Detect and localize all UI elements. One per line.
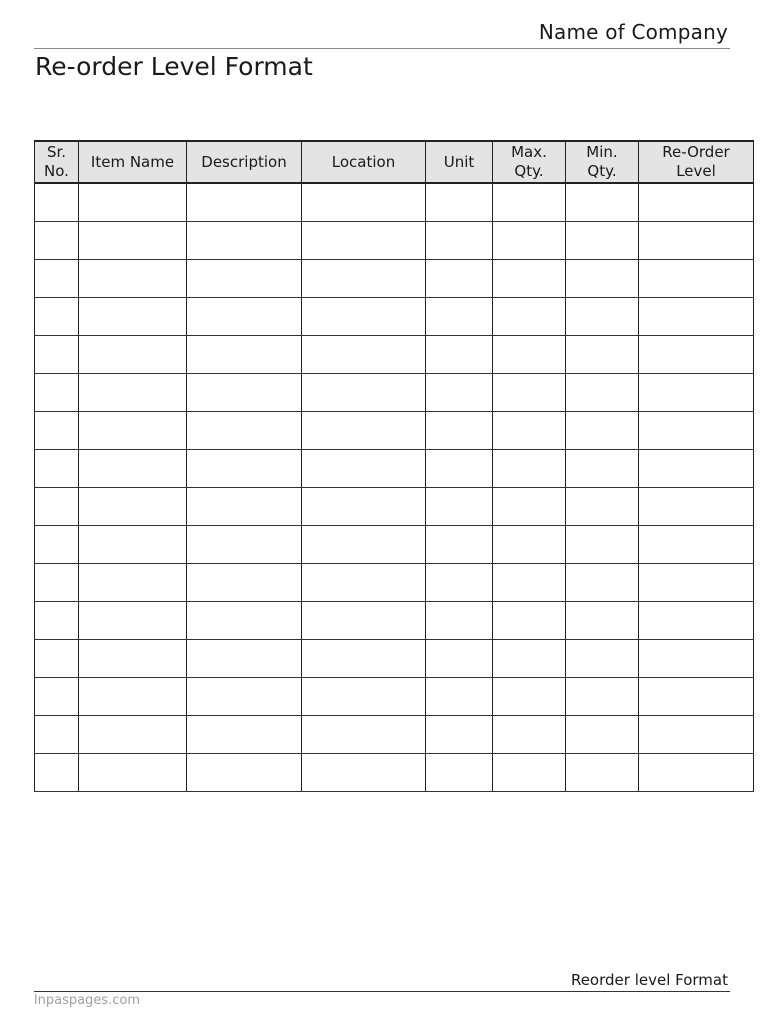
cell-item-name[interactable]: [79, 374, 187, 412]
cell-unit[interactable]: [426, 602, 493, 640]
cell-sr-no[interactable]: [35, 602, 79, 640]
cell-item-name[interactable]: [79, 298, 187, 336]
header-max-qty-line1: Max.: [511, 143, 547, 161]
cell-min-qty[interactable]: [566, 450, 639, 488]
cell-description[interactable]: [187, 678, 302, 716]
cell-description[interactable]: [187, 183, 302, 222]
cell-reorder-level[interactable]: [639, 640, 754, 678]
cell-description[interactable]: [187, 754, 302, 792]
cell-location[interactable]: [302, 488, 426, 526]
cell-max-qty[interactable]: [493, 526, 566, 564]
table-row: [35, 450, 754, 488]
cell-sr-no[interactable]: [35, 526, 79, 564]
header-unit: [426, 141, 493, 183]
cell-description[interactable]: [187, 374, 302, 412]
cell-reorder-level[interactable]: [639, 754, 754, 792]
cell-min-qty[interactable]: [566, 564, 639, 602]
cell-item-name[interactable]: [79, 564, 187, 602]
cell-sr-no[interactable]: [35, 488, 79, 526]
cell-max-qty[interactable]: [493, 374, 566, 412]
cell-max-qty[interactable]: [493, 602, 566, 640]
cell-reorder-level[interactable]: [639, 488, 754, 526]
cell-item-name[interactable]: [79, 640, 187, 678]
header-min-qty-line2: Qty.: [587, 162, 617, 180]
cell-unit[interactable]: [426, 336, 493, 374]
table-row: [35, 602, 754, 640]
cell-location[interactable]: [302, 526, 426, 564]
cell-max-qty[interactable]: [493, 336, 566, 374]
cell-location[interactable]: [302, 716, 426, 754]
cell-reorder-level[interactable]: [639, 450, 754, 488]
cell-min-qty[interactable]: [566, 412, 639, 450]
header-reorder-level-line2: Level: [676, 162, 716, 180]
cell-description[interactable]: [187, 298, 302, 336]
cell-reorder-level[interactable]: [639, 564, 754, 602]
cell-reorder-level[interactable]: [639, 374, 754, 412]
table-body: [35, 183, 754, 792]
cell-max-qty[interactable]: [493, 183, 566, 222]
cell-item-name[interactable]: [79, 450, 187, 488]
cell-sr-no[interactable]: [35, 222, 79, 260]
cell-max-qty[interactable]: [493, 754, 566, 792]
cell-max-qty[interactable]: [493, 222, 566, 260]
cell-unit[interactable]: [426, 678, 493, 716]
cell-location[interactable]: [302, 222, 426, 260]
cell-location[interactable]: [302, 754, 426, 792]
cell-description[interactable]: [187, 602, 302, 640]
cell-max-qty[interactable]: [493, 450, 566, 488]
cell-min-qty[interactable]: [566, 526, 639, 564]
cell-sr-no[interactable]: [35, 450, 79, 488]
header-item-name-label: Item Name: [90, 152, 175, 171]
table-header-row: [35, 141, 754, 183]
cell-reorder-level[interactable]: [639, 602, 754, 640]
header-max-qty: [493, 141, 566, 183]
cell-unit[interactable]: [426, 412, 493, 450]
cell-description[interactable]: [187, 260, 302, 298]
cell-max-qty[interactable]: [493, 716, 566, 754]
header-min-qty-line1: Min.: [586, 143, 618, 161]
header-min-qty: [566, 141, 639, 183]
cell-sr-no[interactable]: [35, 716, 79, 754]
cell-min-qty[interactable]: [566, 678, 639, 716]
footer-divider: [34, 991, 730, 992]
cell-min-qty[interactable]: [566, 716, 639, 754]
cell-location[interactable]: [302, 260, 426, 298]
cell-item-name[interactable]: [79, 336, 187, 374]
cell-unit[interactable]: [426, 754, 493, 792]
table-row: [35, 222, 754, 260]
header-description-label: Description: [201, 152, 287, 171]
footer-label: Reorder level Format: [570, 971, 728, 989]
cell-sr-no[interactable]: [35, 564, 79, 602]
header-item-name: [79, 141, 187, 183]
cell-max-qty[interactable]: [493, 260, 566, 298]
cell-unit[interactable]: [426, 298, 493, 336]
cell-item-name[interactable]: [79, 488, 187, 526]
cell-unit[interactable]: [426, 640, 493, 678]
cell-location[interactable]: [302, 602, 426, 640]
cell-reorder-level[interactable]: [639, 222, 754, 260]
cell-location[interactable]: [302, 564, 426, 602]
cell-item-name[interactable]: [79, 716, 187, 754]
cell-min-qty[interactable]: [566, 640, 639, 678]
page-title: Re-order Level Format: [35, 52, 313, 81]
cell-item-name[interactable]: [79, 183, 187, 222]
cell-item-name[interactable]: [79, 412, 187, 450]
table-row: [35, 298, 754, 336]
cell-min-qty[interactable]: [566, 336, 639, 374]
cell-min-qty[interactable]: [566, 488, 639, 526]
cell-description[interactable]: [187, 488, 302, 526]
cell-reorder-level[interactable]: [639, 716, 754, 754]
cell-item-name[interactable]: [79, 222, 187, 260]
header-divider: [34, 48, 730, 49]
cell-unit[interactable]: [426, 260, 493, 298]
table-row: [35, 336, 754, 374]
cell-item-name[interactable]: [79, 602, 187, 640]
table-row: [35, 716, 754, 754]
table-row: [35, 260, 754, 298]
reorder-table: [34, 140, 754, 792]
cell-reorder-level[interactable]: [639, 183, 754, 222]
cell-sr-no[interactable]: [35, 412, 79, 450]
header-location: [302, 141, 426, 183]
cell-reorder-level[interactable]: [639, 336, 754, 374]
cell-max-qty[interactable]: [493, 298, 566, 336]
cell-min-qty[interactable]: [566, 374, 639, 412]
cell-reorder-level[interactable]: [639, 526, 754, 564]
cell-location[interactable]: [302, 183, 426, 222]
cell-reorder-level[interactable]: [639, 260, 754, 298]
cell-description[interactable]: [187, 412, 302, 450]
header-location-label: Location: [331, 152, 396, 171]
cell-description[interactable]: [187, 450, 302, 488]
cell-description[interactable]: [187, 336, 302, 374]
cell-sr-no[interactable]: [35, 336, 79, 374]
cell-max-qty[interactable]: [493, 412, 566, 450]
cell-item-name[interactable]: [79, 260, 187, 298]
watermark: lnpaspages.com: [34, 993, 140, 1008]
cell-max-qty[interactable]: [493, 640, 566, 678]
table-row: [35, 564, 754, 602]
cell-description[interactable]: [187, 640, 302, 678]
cell-unit[interactable]: [426, 564, 493, 602]
cell-unit[interactable]: [426, 450, 493, 488]
cell-unit[interactable]: [426, 716, 493, 754]
cell-unit[interactable]: [426, 222, 493, 260]
cell-description[interactable]: [187, 716, 302, 754]
cell-unit[interactable]: [426, 488, 493, 526]
cell-unit[interactable]: [426, 374, 493, 412]
cell-location[interactable]: [302, 450, 426, 488]
header-reorder-level-line1: Re-Order: [662, 143, 730, 161]
cell-sr-no[interactable]: [35, 298, 79, 336]
cell-description[interactable]: [187, 526, 302, 564]
cell-reorder-level[interactable]: [639, 678, 754, 716]
cell-min-qty[interactable]: [566, 260, 639, 298]
table-row: [35, 412, 754, 450]
cell-min-qty[interactable]: [566, 183, 639, 222]
cell-item-name[interactable]: [79, 678, 187, 716]
cell-location[interactable]: [302, 412, 426, 450]
header-description: [187, 141, 302, 183]
cell-unit[interactable]: [426, 526, 493, 564]
cell-max-qty[interactable]: [493, 678, 566, 716]
header-sr-no: [35, 141, 79, 183]
table-row: [35, 488, 754, 526]
cell-reorder-level[interactable]: [639, 412, 754, 450]
cell-reorder-level[interactable]: [639, 298, 754, 336]
cell-max-qty[interactable]: [493, 488, 566, 526]
header-sr-no-line2: No.: [44, 162, 69, 180]
cell-description[interactable]: [187, 222, 302, 260]
cell-unit[interactable]: [426, 183, 493, 222]
cell-sr-no[interactable]: [35, 374, 79, 412]
table-row: [35, 183, 754, 222]
header-reorder-level: [639, 141, 754, 183]
cell-location[interactable]: [302, 678, 426, 716]
cell-min-qty[interactable]: [566, 754, 639, 792]
cell-sr-no[interactable]: [35, 640, 79, 678]
table-row: [35, 754, 754, 792]
cell-min-qty[interactable]: [566, 222, 639, 260]
table-row: [35, 374, 754, 412]
cell-location[interactable]: [302, 336, 426, 374]
cell-min-qty[interactable]: [566, 298, 639, 336]
cell-sr-no[interactable]: [35, 260, 79, 298]
cell-location[interactable]: [302, 374, 426, 412]
cell-min-qty[interactable]: [566, 602, 639, 640]
cell-sr-no[interactable]: [35, 678, 79, 716]
cell-item-name[interactable]: [79, 754, 187, 792]
cell-sr-no[interactable]: [35, 754, 79, 792]
cell-item-name[interactable]: [79, 526, 187, 564]
header-max-qty-line2: Qty.: [514, 162, 544, 180]
cell-location[interactable]: [302, 640, 426, 678]
cell-max-qty[interactable]: [493, 564, 566, 602]
table-row: [35, 526, 754, 564]
cell-location[interactable]: [302, 298, 426, 336]
header-unit-label: Unit: [443, 152, 475, 171]
table-row: [35, 640, 754, 678]
header-sr-no-line1: Sr.: [46, 143, 67, 161]
cell-sr-no[interactable]: [35, 183, 79, 222]
cell-description[interactable]: [187, 564, 302, 602]
table-row: [35, 678, 754, 716]
company-name: Name of Company: [538, 20, 728, 44]
